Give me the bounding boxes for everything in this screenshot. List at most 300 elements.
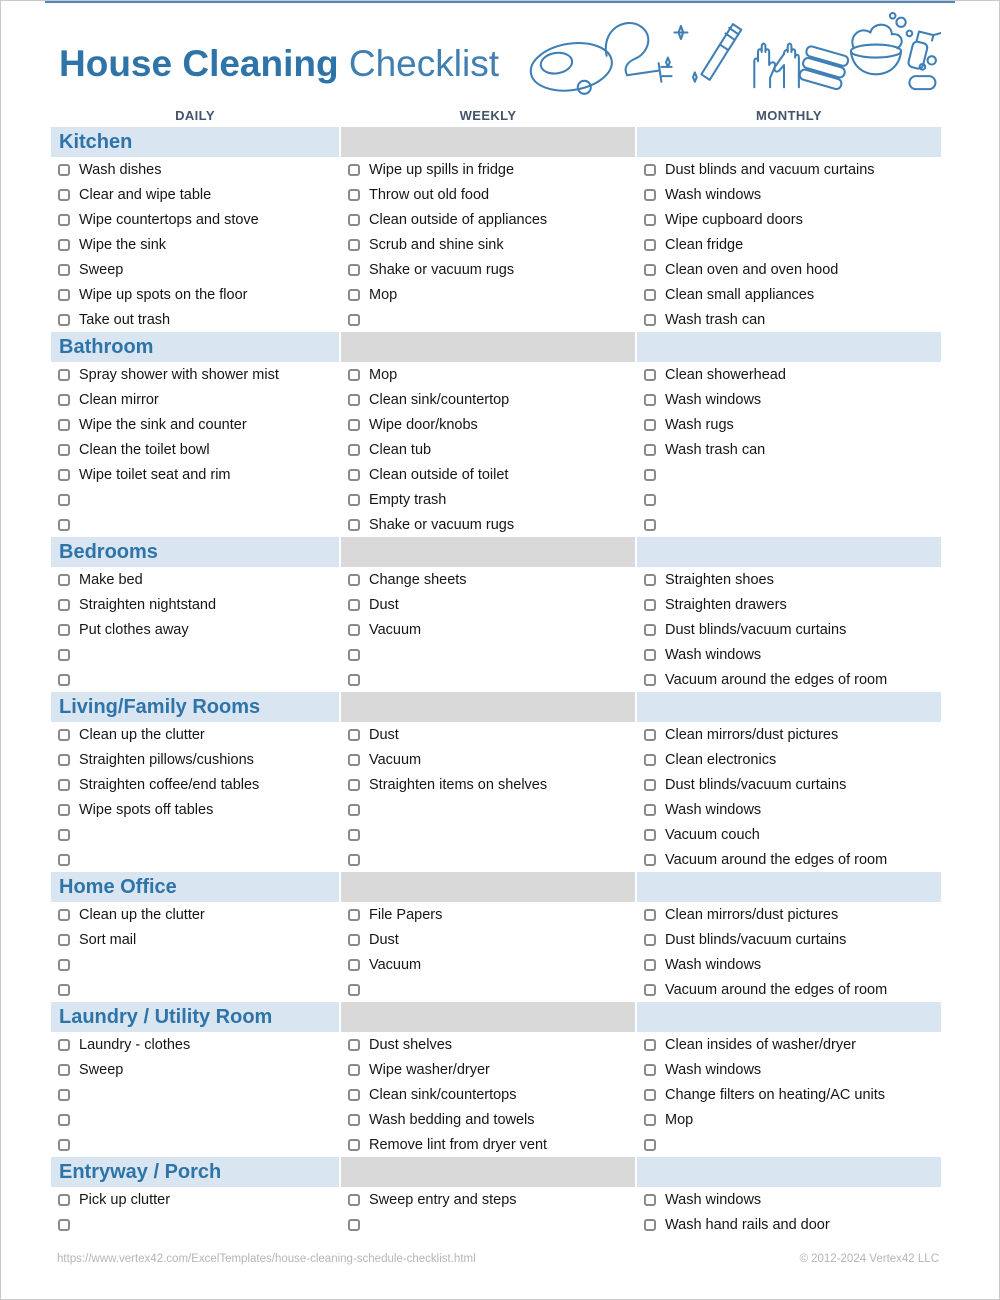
checkbox[interactable] [644, 264, 656, 276]
task-row [51, 412, 939, 437]
checkbox[interactable] [644, 574, 656, 586]
task-cell-monthly [637, 1082, 941, 1107]
task-label: Mop [665, 1111, 694, 1128]
task-cell-monthly [637, 927, 941, 952]
checkbox[interactable] [644, 289, 656, 301]
task-row [51, 952, 939, 977]
checkbox[interactable] [348, 779, 360, 791]
task-row [51, 1082, 939, 1107]
task-row [51, 747, 939, 772]
task-row [51, 977, 939, 1002]
section-title: Laundry / Utility Room [59, 1005, 273, 1028]
checkbox[interactable] [348, 754, 360, 766]
section-band-monthly [637, 1002, 941, 1032]
section-band-daily [51, 127, 339, 157]
task-row [51, 257, 939, 282]
task-label: Dust blinds and vacuum curtains [665, 161, 875, 178]
section-title: Kitchen [59, 130, 133, 153]
section-kitchen [1, 127, 999, 332]
scrub-brush-icon [701, 24, 741, 80]
checkbox[interactable] [644, 674, 656, 686]
task-label: Clean the toilet bowl [79, 441, 210, 458]
section-header-band [51, 1002, 939, 1032]
page-footer [57, 1253, 939, 1265]
checkbox[interactable] [348, 729, 360, 741]
task-cell-monthly [637, 1212, 941, 1237]
task-cell-monthly [637, 232, 941, 257]
task-label: Clean up the clutter [79, 906, 205, 923]
wash-bowl-icon [851, 13, 912, 74]
task-cell-daily [51, 822, 339, 847]
task-label: Wash windows [665, 1191, 762, 1208]
checkbox[interactable] [348, 369, 360, 381]
task-label: Put clothes away [79, 621, 189, 638]
task-cell-daily [51, 617, 339, 642]
task-cell-daily [51, 182, 339, 207]
task-label: Wash windows [665, 801, 762, 818]
task-cell-monthly [637, 797, 941, 822]
checkbox[interactable] [348, 959, 360, 971]
task-label: Wash trash can [665, 311, 766, 328]
checkbox[interactable] [58, 419, 70, 431]
checkbox[interactable] [348, 624, 360, 636]
checkbox[interactable] [644, 624, 656, 636]
task-label: Dust [369, 596, 399, 613]
task-cell-daily [51, 592, 339, 617]
sparkles-icon [666, 26, 697, 82]
task-cell-weekly [341, 1212, 635, 1237]
checkbox[interactable] [348, 1039, 360, 1051]
checkbox[interactable] [644, 164, 656, 176]
task-label: Straighten coffee/end tables [79, 776, 260, 793]
checkbox[interactable] [644, 984, 656, 996]
checkbox[interactable] [644, 239, 656, 251]
cleaning-supplies-icon [523, 9, 941, 95]
checkbox[interactable] [348, 1114, 360, 1126]
task-row [51, 592, 939, 617]
task-cell-weekly [341, 257, 635, 282]
task-row [51, 567, 939, 592]
checkbox[interactable] [644, 189, 656, 201]
checkbox[interactable] [58, 264, 70, 276]
checkbox[interactable] [348, 599, 360, 611]
checkbox[interactable] [58, 469, 70, 481]
task-label: Clear and wipe table [79, 186, 212, 203]
section-header-band [51, 692, 939, 722]
task-label: Vacuum [369, 751, 422, 768]
section-band-weekly [341, 1002, 635, 1032]
checkbox[interactable] [644, 1064, 656, 1076]
checkbox[interactable] [644, 854, 656, 866]
checkbox[interactable] [348, 829, 360, 841]
task-row [51, 772, 939, 797]
task-row [51, 307, 939, 332]
task-label: Sweep [79, 1061, 124, 1078]
sections [1, 127, 999, 1237]
checkbox[interactable] [348, 1194, 360, 1206]
column-headers [51, 102, 939, 127]
task-label: Wash windows [665, 186, 762, 203]
task-cell-weekly [341, 387, 635, 412]
checkbox[interactable] [58, 214, 70, 226]
section-band-monthly [637, 332, 941, 362]
task-label: Clean showerhead [665, 366, 786, 383]
checkbox[interactable] [58, 754, 70, 766]
task-cell-monthly [637, 487, 941, 512]
task-label: Clean small appliances [665, 286, 815, 303]
task-label: Spray shower with shower mist [79, 366, 279, 383]
checkbox[interactable] [348, 394, 360, 406]
checkbox[interactable] [58, 519, 70, 531]
checkbox[interactable] [58, 1039, 70, 1051]
checkbox[interactable] [644, 649, 656, 661]
section-band-monthly [637, 537, 941, 567]
checkbox[interactable] [644, 444, 656, 456]
task-cell-daily [51, 667, 339, 692]
task-cell-daily [51, 952, 339, 977]
task-cell-daily [51, 207, 339, 232]
task-row [51, 462, 939, 487]
checkbox[interactable] [58, 444, 70, 456]
checkbox[interactable] [644, 1139, 656, 1151]
checkbox[interactable] [58, 289, 70, 301]
checkbox[interactable] [644, 469, 656, 481]
checkbox[interactable] [348, 494, 360, 506]
checkbox[interactable] [348, 444, 360, 456]
section-header-band [51, 537, 939, 567]
section-header-band [51, 127, 939, 157]
task-cell-weekly [341, 772, 635, 797]
checkbox[interactable] [644, 419, 656, 431]
task-row [51, 642, 939, 667]
checkbox[interactable] [644, 1089, 656, 1101]
task-label: Pick up clutter [79, 1191, 171, 1208]
task-cell-monthly [637, 747, 941, 772]
checkbox[interactable] [348, 189, 360, 201]
task-cell-daily [51, 1057, 339, 1082]
checkbox[interactable] [644, 1039, 656, 1051]
task-label: Wipe cupboard doors [665, 211, 803, 228]
checkbox[interactable] [348, 164, 360, 176]
checkbox[interactable] [58, 599, 70, 611]
task-cell-weekly [341, 722, 635, 747]
task-label: Dust [369, 726, 399, 743]
checkbox[interactable] [348, 1139, 360, 1151]
task-cell-monthly [637, 512, 941, 537]
checkbox[interactable] [58, 674, 70, 686]
task-row [51, 182, 939, 207]
checkbox[interactable] [58, 494, 70, 506]
checkbox[interactable] [644, 494, 656, 506]
task-row [51, 822, 939, 847]
rubber-gloves-icon [754, 44, 799, 88]
checkbox[interactable] [58, 959, 70, 971]
task-cell-weekly [341, 1132, 635, 1157]
checkbox[interactable] [348, 239, 360, 251]
task-cell-monthly [637, 902, 941, 927]
task-label: Clean mirror [79, 391, 159, 408]
task-label: Wipe the sink [79, 236, 167, 253]
checkbox[interactable] [348, 289, 360, 301]
checkbox[interactable] [348, 1089, 360, 1101]
task-cell-daily [51, 387, 339, 412]
checkbox[interactable] [58, 164, 70, 176]
task-cell-weekly [341, 307, 635, 332]
checkbox[interactable] [58, 1139, 70, 1151]
task-label: Wash dishes [79, 161, 162, 178]
section-header-band [51, 872, 939, 902]
checkbox[interactable] [644, 779, 656, 791]
checkbox[interactable] [644, 214, 656, 226]
task-cell-daily [51, 362, 339, 387]
section-band-daily [51, 1002, 339, 1032]
checkbox[interactable] [348, 214, 360, 226]
checkbox[interactable] [58, 804, 70, 816]
checkbox[interactable] [348, 984, 360, 996]
checkbox[interactable] [644, 1114, 656, 1126]
page-title-sub: Checklist [338, 43, 499, 84]
task-label: Vacuum around the edges of room [665, 671, 888, 688]
task-label: Clean sink/countertop [369, 391, 510, 408]
task-cell-daily [51, 1187, 339, 1212]
task-label: Vacuum [369, 956, 422, 973]
checkbox[interactable] [348, 934, 360, 946]
task-row [51, 387, 939, 412]
page-title [59, 45, 499, 82]
checkbox[interactable] [348, 469, 360, 481]
checkbox[interactable] [348, 1064, 360, 1076]
checkbox[interactable] [58, 239, 70, 251]
checkbox[interactable] [58, 314, 70, 326]
checkbox[interactable] [58, 1194, 70, 1206]
checkbox[interactable] [348, 419, 360, 431]
task-cell-daily [51, 797, 339, 822]
section-band-daily [51, 537, 339, 567]
task-cell-weekly [341, 487, 635, 512]
checkbox[interactable] [58, 934, 70, 946]
task-row [51, 282, 939, 307]
checkbox[interactable] [58, 1219, 70, 1231]
checkbox[interactable] [58, 394, 70, 406]
checkbox[interactable] [348, 674, 360, 686]
checkbox[interactable] [644, 314, 656, 326]
task-cell-daily [51, 257, 339, 282]
task-cell-monthly [637, 822, 941, 847]
checkbox[interactable] [348, 854, 360, 866]
task-label: Clean tub [369, 441, 432, 458]
task-cell-weekly [341, 437, 635, 462]
task-label: Dust shelves [369, 1036, 453, 1053]
task-label: Clean oven and oven hood [665, 261, 839, 278]
checkbox[interactable] [58, 624, 70, 636]
task-cell-daily [51, 412, 339, 437]
folded-towels-icon [799, 45, 850, 90]
task-cell-weekly [341, 232, 635, 257]
task-cell-monthly [637, 1107, 941, 1132]
header-divider [45, 1, 955, 3]
checkbox[interactable] [58, 984, 70, 996]
section-band-daily [51, 872, 339, 902]
task-row [51, 797, 939, 822]
task-label: Throw out old food [369, 186, 490, 203]
task-row [51, 1212, 939, 1237]
task-cell-weekly [341, 977, 635, 1002]
task-row [51, 722, 939, 747]
section-band-weekly [341, 692, 635, 722]
checkbox[interactable] [644, 1194, 656, 1206]
checkbox[interactable] [58, 1114, 70, 1126]
task-cell-monthly [637, 362, 941, 387]
checkbox[interactable] [58, 649, 70, 661]
checkbox[interactable] [348, 909, 360, 921]
task-cell-daily [51, 722, 339, 747]
task-cell-weekly [341, 1032, 635, 1057]
checkbox[interactable] [644, 1219, 656, 1231]
section-band-daily [51, 332, 339, 362]
checkbox[interactable] [58, 779, 70, 791]
task-label: Clean insides of washer/dryer [665, 1036, 857, 1053]
checkbox[interactable] [644, 599, 656, 611]
task-row [51, 847, 939, 872]
task-label: File Papers [369, 906, 443, 923]
task-label: Dust blinds/vacuum curtains [665, 931, 847, 948]
section-bathroom [1, 332, 999, 537]
task-label: Vacuum couch [665, 826, 760, 843]
task-cell-daily [51, 1132, 339, 1157]
checkbox[interactable] [348, 649, 360, 661]
task-label: Remove lint from dryer vent [369, 1136, 548, 1153]
section-band-weekly [341, 537, 635, 567]
checkbox[interactable] [644, 934, 656, 946]
task-label: Take out trash [79, 311, 171, 328]
column-header-daily: DAILY [175, 108, 215, 123]
task-label: Clean fridge [665, 236, 744, 253]
task-cell-daily [51, 157, 339, 182]
section-title: Bedrooms [59, 540, 158, 563]
checkbox[interactable] [644, 754, 656, 766]
task-label: Wipe up spills in fridge [369, 161, 515, 178]
task-cell-daily [51, 772, 339, 797]
checkbox[interactable] [58, 1064, 70, 1076]
task-cell-monthly [637, 667, 941, 692]
checkbox[interactable] [644, 519, 656, 531]
task-label: Wash windows [665, 646, 762, 663]
section-band-daily [51, 692, 339, 722]
task-cell-daily [51, 642, 339, 667]
task-label: Straighten shoes [665, 571, 774, 588]
checkbox[interactable] [58, 854, 70, 866]
task-cell-weekly [341, 1107, 635, 1132]
task-label: Clean outside of toilet [369, 466, 509, 483]
task-cell-monthly [637, 592, 941, 617]
section-band-monthly [637, 872, 941, 902]
task-cell-weekly [341, 567, 635, 592]
checkbox[interactable] [348, 804, 360, 816]
task-cell-weekly [341, 182, 635, 207]
checkbox[interactable] [58, 369, 70, 381]
task-cell-weekly [341, 592, 635, 617]
task-cell-weekly [341, 412, 635, 437]
checkbox[interactable] [644, 729, 656, 741]
task-cell-daily [51, 307, 339, 332]
task-label: Shake or vacuum rugs [369, 516, 515, 533]
task-label: Sweep entry and steps [369, 1191, 517, 1208]
checkbox[interactable] [58, 729, 70, 741]
task-cell-monthly [637, 847, 941, 872]
task-cell-monthly [637, 257, 941, 282]
task-cell-weekly [341, 157, 635, 182]
checkbox[interactable] [348, 314, 360, 326]
checkbox[interactable] [644, 959, 656, 971]
checkbox[interactable] [348, 1219, 360, 1231]
checkbox[interactable] [58, 1089, 70, 1101]
task-cell-weekly [341, 822, 635, 847]
task-label: Change sheets [369, 571, 467, 588]
task-cell-daily [51, 747, 339, 772]
task-cell-monthly [637, 1132, 941, 1157]
task-label: Wipe toilet seat and rim [79, 466, 231, 483]
task-cell-daily [51, 512, 339, 537]
task-cell-weekly [341, 1187, 635, 1212]
task-label: Clean mirrors/dust pictures [665, 726, 839, 743]
checkbox[interactable] [348, 264, 360, 276]
task-label: Vacuum around the edges of room [665, 851, 888, 868]
checkbox[interactable] [58, 909, 70, 921]
task-cell-daily [51, 487, 339, 512]
checkbox[interactable] [644, 369, 656, 381]
section-title: Bathroom [59, 335, 154, 358]
checkbox[interactable] [644, 909, 656, 921]
task-cell-daily [51, 437, 339, 462]
task-label: Wash hand rails and door [665, 1216, 830, 1233]
task-cell-weekly [341, 1057, 635, 1082]
footer-copyright: © 2012-2024 Vertex42 LLC [799, 1253, 939, 1265]
section-living-family-rooms [1, 692, 999, 872]
page-header [1, 1, 999, 102]
checkbox[interactable] [58, 189, 70, 201]
task-cell-weekly [341, 512, 635, 537]
checkbox[interactable] [58, 829, 70, 841]
task-label: Wipe spots off tables [79, 801, 214, 818]
task-cell-monthly [637, 182, 941, 207]
section-band-monthly [637, 692, 941, 722]
checkbox[interactable] [644, 394, 656, 406]
task-label: Straighten pillows/cushions [79, 751, 254, 768]
checkbox[interactable] [348, 574, 360, 586]
task-label: Straighten nightstand [79, 596, 217, 613]
task-label: Change filters on heating/AC units [665, 1086, 886, 1103]
section-band-monthly [637, 127, 941, 157]
checkbox[interactable] [348, 519, 360, 531]
task-label: Wash windows [665, 391, 762, 408]
page-title-main: House Cleaning [59, 43, 339, 84]
checkbox[interactable] [644, 804, 656, 816]
task-cell-daily [51, 462, 339, 487]
checkbox[interactable] [58, 574, 70, 586]
task-label: Clean electronics [665, 751, 777, 768]
task-label: Wipe countertops and stove [79, 211, 259, 228]
task-cell-daily [51, 977, 339, 1002]
task-row [51, 232, 939, 257]
task-label: Sweep [79, 261, 124, 278]
task-row [51, 1107, 939, 1132]
task-cell-weekly [341, 797, 635, 822]
task-label: Clean outside of appliances [369, 211, 548, 228]
task-cell-daily [51, 1107, 339, 1132]
footer-url[interactable]: https://www.vertex42.com/ExcelTemplates/house-cleaning-schedule-checklist.html [57, 1253, 476, 1265]
task-cell-monthly [637, 977, 941, 1002]
checkbox[interactable] [644, 829, 656, 841]
